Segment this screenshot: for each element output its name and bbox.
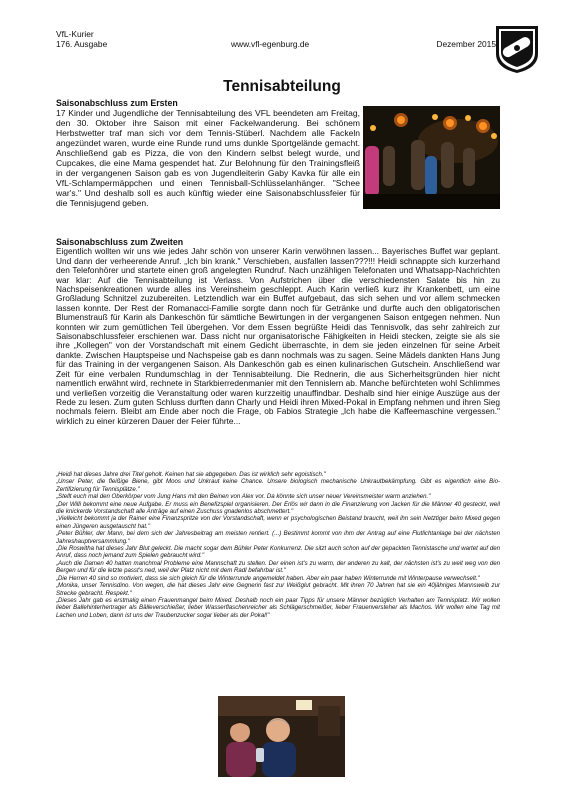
quote-item: „Die Herren 40 sind so motiviert, dass sie sich gleich für die Winterrunde angemeldet haben. Aber ein paar haben Winterrunde mit Winterpause verwechselt." bbox=[56, 574, 480, 582]
quote-item: „Vielleicht bekommt ja der Rainer eine Finanzspritze von der Vorstandschaft, wenn er psychologischen Beistand braucht, weil ihn sein Netztiger beim Mixed gegen einen Jüngeren ausgetauscht hat." bbox=[56, 515, 500, 530]
quote-item: „Die Roswitha hat dieses Jahr Blut geleckt. Die macht sogar dem Bühler Peter Konkurrenz. Die sitzt auch schon auf der gepackten Tennistasche und wartet auf den Anruf, dass noch jemand zum Spielen gebraucht wird." bbox=[56, 545, 500, 560]
quote-item: „Der Willi bekommt eine neue Aufgabe. Er muss ein Benefizspiel organisieren. Der Erlös wir dann in die Finanzierung von Jacken für die Männer 40 gesteckt, weil die knickerde Vorstandschaft alle Anträge auf einen Zuschuss gnadenlos abschmettert." bbox=[56, 500, 500, 516]
publication-name: VfL-Kurier bbox=[56, 29, 94, 39]
torch-walk-photo bbox=[363, 106, 500, 209]
quote-item: „Monika, unser Tennisdino. Von wegen, die hat dieses Jahr eine Gegnerin fast zur Weißglut gebracht. Mit ihren 70 Jahren hat sie ein 40jähriges Mannsweib zur Strecke gebracht. Respekt." bbox=[56, 582, 500, 597]
section-second bbox=[56, 238, 500, 426]
speech-quotes bbox=[56, 471, 500, 619]
section2-body: Eigentlich wollten wir uns wie jedes Jahr schön von unserer Karin verwöhnen lassen... Bayerisches Buffet war geplant. Und dann der verheerende Anruf. „Ich bin krank." Verschieben, ausfallen lassen???!!! Heidi schnappte sich kurzerhand den Telefonhörer und startete einen groß angelegten Rundruf. Nach unzähligen Telefonaten und Whatsapp-Nachrichten war klar: Auf die Tennisabteilung ist Verlass. Von Aufstrichen über die verschiedensten Salate bis hin zu Nachspeisenkreationen wurde alles ins Vereinsheim geschleppt. Auch Karin verließ kurz ihr Krankenbett, um eine Großladung Schnitzel zuzubereiten. Letztendlich war ein Buffet aufgebaut, das sich sehen und vor allem schmecken lassen konnte. Der Rest der Romanacci-Familie sorgte dann noch für Getränke und durfte auch den obligatorischen Blumenstrauß für Karin als Dankeschön für sämtliche Bewirtungen in der vergangenen Saison entgegen nehmen. Nun konnten wir zum gemütlichen Teil übergehen. Vor dem Essen begrüßte Heidi das Tennisvolk, das sehr zahlreich zur Saisonabschlussfeier erschienen war. Dass nicht nur organisatorische Fähigkeiten in Heidi stecken, zeigte sie als sie ihre „Kollegen" von der Vorstandschaft mit einem Gedicht überraschte, in dem sie jeden einzelnen für seine Arbeit dankte. Zwischen Hauptspeise und Nachspeise gab es dann nochmals was zu sagen. Seine Mädels dankten Hans Jung für das Training in der vergangenen Saison. Als Dankeschön gab es einen kulinarischen Gutschein. Anschließend war Zeit für eine verbalen Rundumschlag in der Tennisabteilung. Die Rednerin, die aus Sicherheitsgründen hier nicht namentlich erwähnt wird, rechnete in Starkbierredenmanier mit den Tennislern ab. Manche befürchteten wohl Schlimmes und verließen vorzeitig die Veranstaltung oder waren kurzzeitig unauffindbar. Deshalb sind hier einige Auszüge aus der Rede zu lesen. Zum guten Schluss durften dann Charly und Heidi ihren Mixed-Pokal in Empfang nehmen und ihren Sieg nochmals feiern. Bleibt am Ende aber noch die Frage, ob Fabios Strategie „Ich habe die Kaffeemaschine vergessen." wirklich zu einer kürzeren Dauer der Feier führte... bbox=[56, 246, 500, 426]
article-title: Tennisabteilung bbox=[223, 78, 341, 95]
section1-body: 17 Kinder und Jugendliche der Tennisabteilung des VFL beendeten am Freitag, den 30. Oktober ihre Saison mit einer Fackelwanderung. Bei schönem Herbstwetter traf man sich vor dem Tennis-Stüberl. Nachdem alle Fackeln angezündet waren, wurde eine Runde rund ums dunkle Sportgelände gemacht. Anschließend gab es Pizza, die von den Kindern selbst belegt wurde, und Cupcakes, die eine Mama gespendet hat. Zur Belohnung für den Trainingsfleiß in der vergangenen Saison gab es von Jugendleiterin Gaby Kavka für alle ein VfL-Schlampermäppchen und einen Tennisball-Schlüsselanhänger. "Schee war's." Und deshalb soll es auch künftig wieder eine Saisonabschlussfeier für die Tennisjugend geben. bbox=[56, 108, 360, 209]
section2-heading: Saisonabschluss zum Zweiten bbox=[56, 237, 184, 247]
quote-item: „Peter Bühler, der Mann, bei dem sich der Jahresbeitrag am meisten rentiert. (...) Bestimmt kommt von ihm der Antrag auf eine Flutlichtanlage bei der nächsten Jahreshauptversammlung." bbox=[56, 530, 500, 545]
mixed-winners-photo bbox=[218, 696, 345, 777]
page-header bbox=[56, 29, 496, 49]
website-link[interactable]: www.vfl-egenburg.de bbox=[231, 39, 310, 49]
quote-item: „Auch die Damen 40 hatten manchmal Probleme eine Mannschaft zu stellen. Der einen ist's zu warm, der anderen zu kalt, der nächsten ist's zu weit weg von den Bergen und für die letzte passt's ned, weil der Platz nicht mit dem Radl befahrbar ist." bbox=[56, 559, 500, 575]
section1-heading: Saisonabschluss zum Ersten bbox=[56, 98, 178, 108]
quote-item: „Unser Peter, die fleißige Biene, gibt Moos und Unkraut keine Chance. Unsere biologisch mechanische Unkrautbekämpfung. Gibt es eigentlich eine Bio-Zertifizierung für Tennisplätze." bbox=[56, 478, 500, 493]
club-logo-icon bbox=[494, 24, 540, 74]
quote-item: „Dieses Jahr gab es erstmalig einen Frauenmangel beim Mixed. Deshalb noch ein paar Tipps für unsere Männer bezüglich Verhalten am Tennisplatz. Wir wollen lieber Ballehinterhertrager als Bälleverschießer, lieber Wasserflaschenreicher als Schlägerschmeißer, lieber Frauenversteher als Machos. Wir wollen eine Tag mit Lachen und Loben, dann ist uns der Traubenzucker sogar lieber als der Pokal!" bbox=[56, 596, 500, 619]
quote-item: „Heidi hat dieses Jahre drei Titel geholt. Keinen hat sie abgegeben. Das ist wirklich sehr egoistisch." bbox=[56, 471, 326, 478]
issue-date: Dezember 2015 bbox=[436, 39, 496, 49]
section-first bbox=[56, 98, 360, 209]
issue-number: 176. Ausgabe bbox=[56, 39, 108, 49]
quote-item: „Stellt euch mal den Oberkörper vom Jung Hans mit den Beinen von Alex vor. Da könnte sich unser neuer Vereinsmeister warm anziehen." bbox=[56, 493, 431, 501]
